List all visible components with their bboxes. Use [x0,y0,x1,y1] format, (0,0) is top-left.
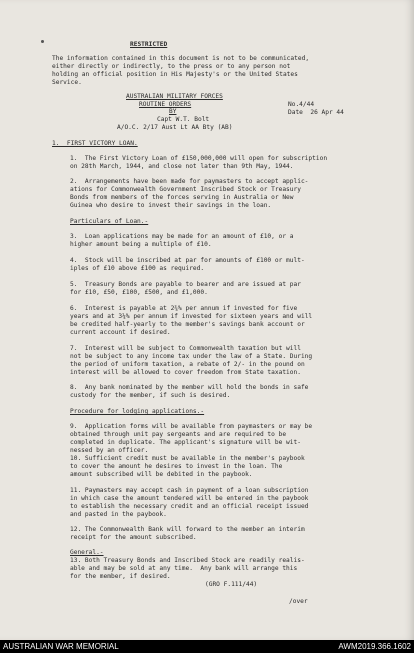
subsection-heading: Procedure for lodging applications.- [70,408,205,415]
paragraph-line: 1. The First Victory Loan of £150,000,000 will open for subscription [70,155,328,162]
paragraph-line: able and may be sold at any time. Any bank will arrange this [70,565,298,572]
paragraph-line: for £10, £50, £100, £500, and £1,000. [70,289,208,296]
paragraph-line: 13. Both Treasury Bonds and Inscribed Stock are readily realis- [70,557,305,564]
paragraph-line: obtained through unit pay sergeants and are required to be [70,431,287,438]
paragraph-line: receipt for the amount subscribed. [70,534,197,541]
paragraph-line: 7. Interest will be subject to Commonwealth taxation but will [70,345,301,352]
paragraph-line: Guinea who desire to invest their savings in the loan. [70,202,272,209]
paragraph-line: 10. Sufficient credit must be available in the member's paybook [70,455,305,462]
paragraph-line: not be subject to any income tax under the law of a State. During [70,353,313,360]
paragraph-line: iples of £10 above £100 as required. [70,265,205,272]
paragraph-line: 6. Interest is payable at 2¾% per annum if invested for five [70,305,298,312]
page-over-marker: /over [289,598,308,605]
classification-label: RESTRICTED [130,41,168,48]
paragraph-line: 8. Any bank nominated by the member will hold the bonds in safe [70,384,309,391]
paragraph-line: in which case the amount tendered will be entered in the paybook [70,495,309,502]
paragraph-line: amount subscribed will be debited in the paybook. [70,471,253,478]
paragraph-line: to cover the amount he desires to invest in the loan. The [70,463,283,470]
paragraph-line: interest will be allowed to cover freedom from State taxation. [70,369,301,376]
paragraph-line: 2. Arrangements have been made for paymasters to accept applic- [70,178,309,185]
subsection-heading: Particulars of Loan.- [70,218,149,225]
paragraph-line: custody for the member, if such is desired. [70,392,231,399]
paragraph-line: ations for Commonwealth Government Inscribed Stock or Treasury [70,186,301,193]
paragraph-line: higher amount being a multiple of £10. [70,241,212,248]
paragraph-line: 4. Stock will be inscribed at par for amounts of £100 or mult- [70,257,305,264]
archive-name: AUSTRALIAN WAR MEMORIAL [3,642,119,651]
subsection-heading: General.- [70,549,104,556]
notice-line: Service. [52,79,82,86]
archive-footer [0,640,414,653]
paragraph-line: Bonds from members of the forces serving in Australia or New [70,194,294,201]
paragraph-line: to establish the necessary credit and an official receipt issued [70,503,309,510]
paragraph-line: the period of uniform taxation, a rebate of 2/- in the pound on [70,361,305,368]
header-title: AUSTRALIAN MILITARY FORCES [126,93,223,100]
order-reference: (GRO F.111/44) [205,581,258,588]
punch-hole-icon [41,40,44,43]
paragraph-line: on 28th March, 1944, and close not later than 9th May, 1944. [70,163,294,170]
paragraph-line: and pasted in the paybook. [70,511,167,518]
notice-line: either directly or indirectly, to the press or to any person not [52,63,291,70]
header-subtitle: ROUTINE ORDERS [139,101,192,108]
paragraph-line: 3. Loan applications may be made for an amount of £10, or a [70,233,294,240]
paragraph-line: 5. Treasury Bonds are payable to bearer and are issued at par [70,281,301,288]
paragraph-line: years and at 3¼% per annum if invested for sixteen years and will [70,313,313,320]
paragraph-line: 11. Paymasters may accept cash in payment of a loan subscription [70,487,309,494]
header-by: BY [169,108,177,115]
order-date: Date 26 Apr 44 [288,109,344,116]
paragraph-line: nessed by an officer. [70,447,149,454]
paragraph-line: 12. The Commonwealth Bank will forward to the member an interim [70,526,305,533]
officer-name: Capt W.T. Bolt [157,116,210,123]
paragraph-line: current account if desired. [70,329,171,336]
notice-line: holding an official position in His Majesty's or the United States [52,71,298,78]
paragraph-line: be credited half-yearly to the member's savings bank account or [70,321,305,328]
archive-reference: AWM2019.366.1602 [338,642,411,651]
unit-name: A/O.C. 2/17 Aust Lt AA Bty (AB) [117,124,233,131]
section-heading: 1. FIRST VICTORY LOAN. [52,140,138,147]
paragraph-line: completed in duplicate. The applicant's signature will be wit- [70,439,301,446]
order-number: No.4/44 [288,101,315,108]
notice-line: The information contained in this document is not to be communicated, [52,55,310,62]
paragraph-line: 9. Application forms will be available from paymasters or may be [70,423,313,430]
paragraph-line: for the member, if desired. [70,573,171,580]
